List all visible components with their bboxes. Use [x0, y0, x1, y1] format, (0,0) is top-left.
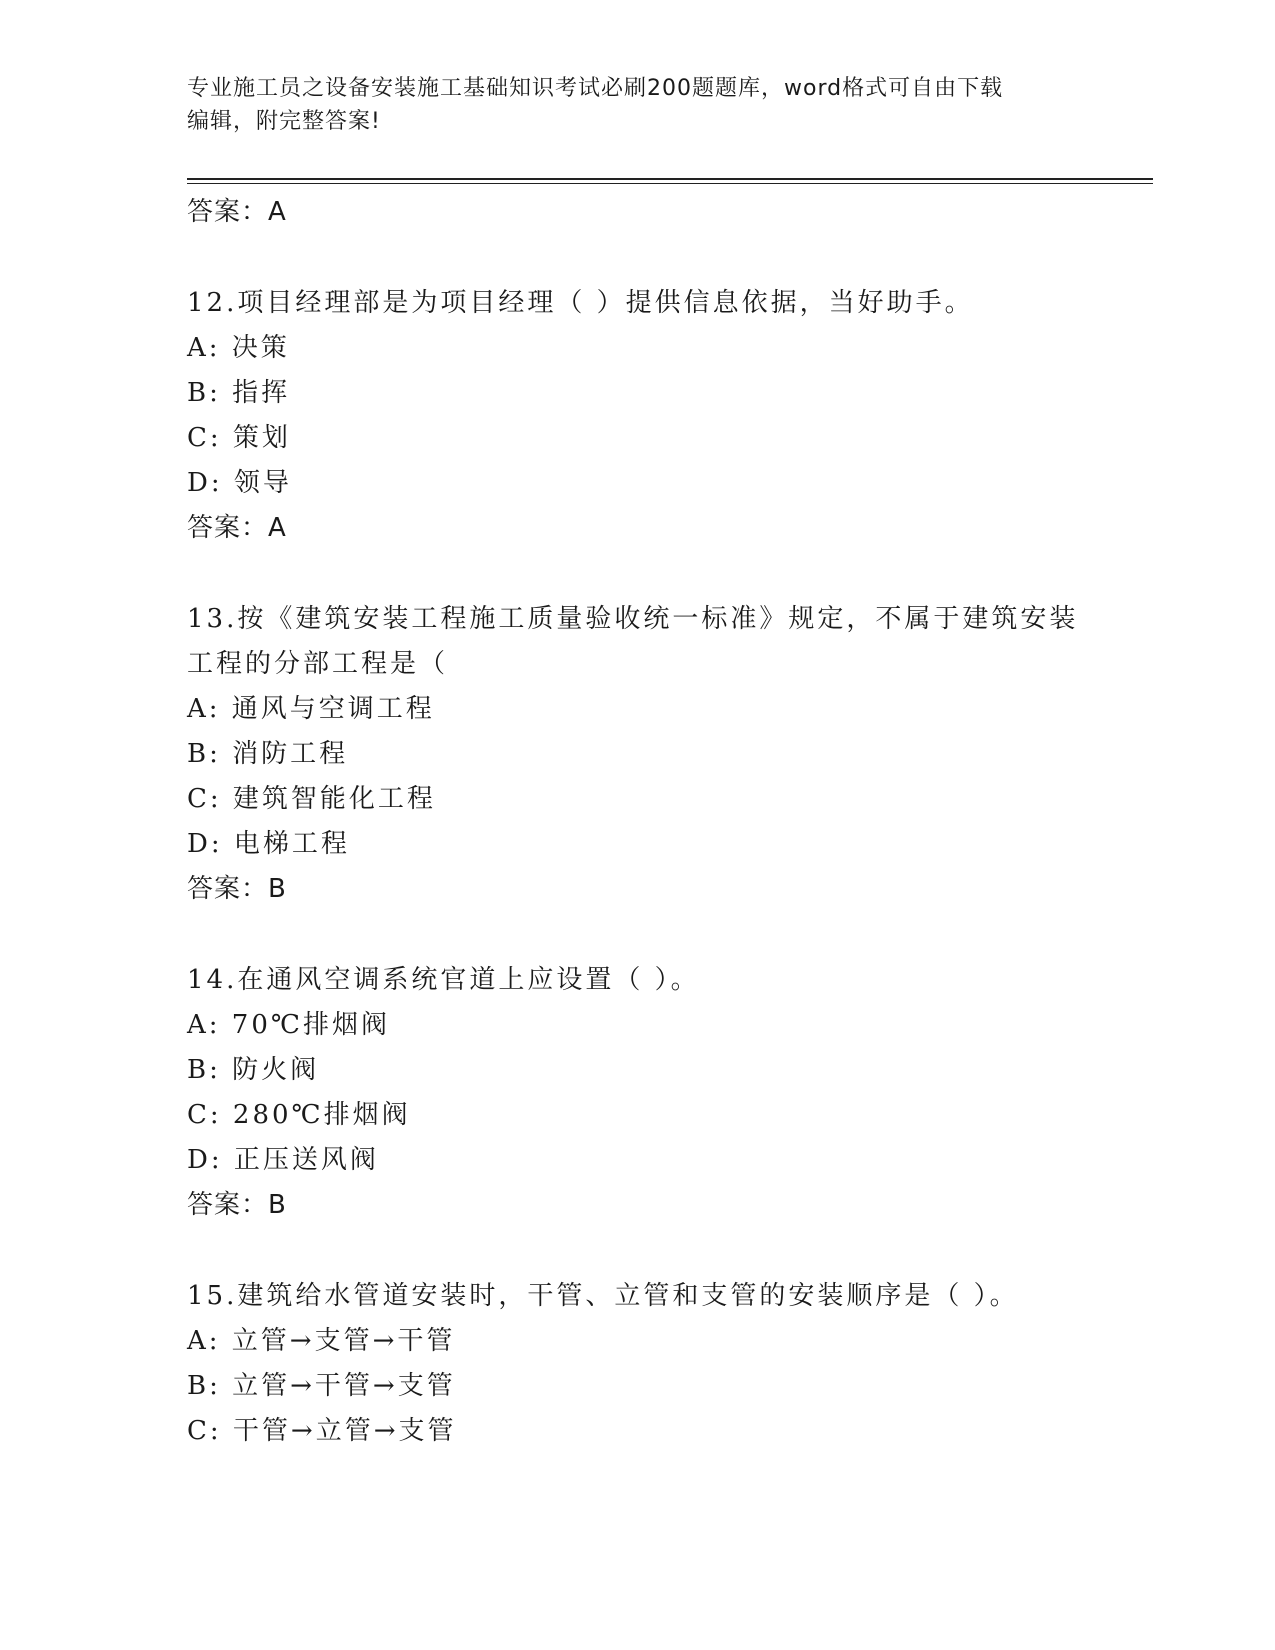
question-13-text: 13.按《建筑安装工程施工质量验收统一标准》规定，不属于建筑安装工程的分部工程是（ — [187, 604, 1079, 679]
question-15-option-c: C: 干管→立管→支管 — [187, 1416, 457, 1446]
question-13-option-d: D: 电梯工程 — [187, 829, 350, 859]
question-15-text: 15.建筑给水管道安装时，干管、立管和支管的安装顺序是（ ）。 — [187, 1281, 1019, 1311]
question-12-option-b: B: 指挥 — [187, 378, 291, 408]
spacer — [187, 235, 1087, 281]
question-block-12 — [187, 281, 1087, 551]
question-14-text: 14.在通风空调系统官道上应设置（ ）。 — [187, 965, 700, 995]
question-block-13 — [187, 597, 1087, 912]
question-14-option-a: A: 70℃排烟阀 — [187, 1010, 390, 1040]
question-14-option-d: D: 正压送风阀 — [187, 1145, 379, 1175]
question-12-option-a: A: 决策 — [187, 333, 290, 363]
header-divider-thin — [187, 183, 1153, 184]
question-12-option-c: C: 策划 — [187, 423, 291, 453]
answer-12: 答案：A — [187, 513, 287, 543]
header-divider-thick — [187, 178, 1153, 180]
spacer — [187, 1228, 1087, 1274]
question-15-option-b: B: 立管→干管→支管 — [187, 1371, 456, 1401]
answer-14: 答案：B — [187, 1190, 287, 1220]
header-line-1: 专业施工员之设备安装施工基础知识考试必刷200题题库，word格式可自由下载 — [187, 76, 1004, 101]
question-13-option-a: A: 通风与空调工程 — [187, 694, 435, 724]
document-header — [187, 72, 1087, 138]
question-13-option-c: C: 建筑智能化工程 — [187, 784, 436, 814]
question-block-14 — [187, 958, 1087, 1228]
question-14-option-b: B: 防火阀 — [187, 1055, 320, 1085]
spacer — [187, 551, 1087, 597]
answer-11: 答案：A — [187, 197, 287, 227]
question-block-15 — [187, 1274, 1087, 1454]
question-list — [187, 190, 1087, 1454]
question-14-option-c: C: 280℃排烟阀 — [187, 1100, 411, 1130]
question-12-text: 12.项目经理部是为项目经理（ ）提供信息依据，当好助手。 — [187, 288, 974, 318]
answer-13: 答案：B — [187, 874, 287, 904]
question-15-option-a: A: 立管→支管→干管 — [187, 1326, 456, 1356]
header-line-2: 编辑，附完整答案! — [187, 109, 381, 134]
question-12-option-d: D: 领导 — [187, 468, 292, 498]
question-13-option-b: B: 消防工程 — [187, 739, 349, 769]
spacer — [187, 912, 1087, 958]
